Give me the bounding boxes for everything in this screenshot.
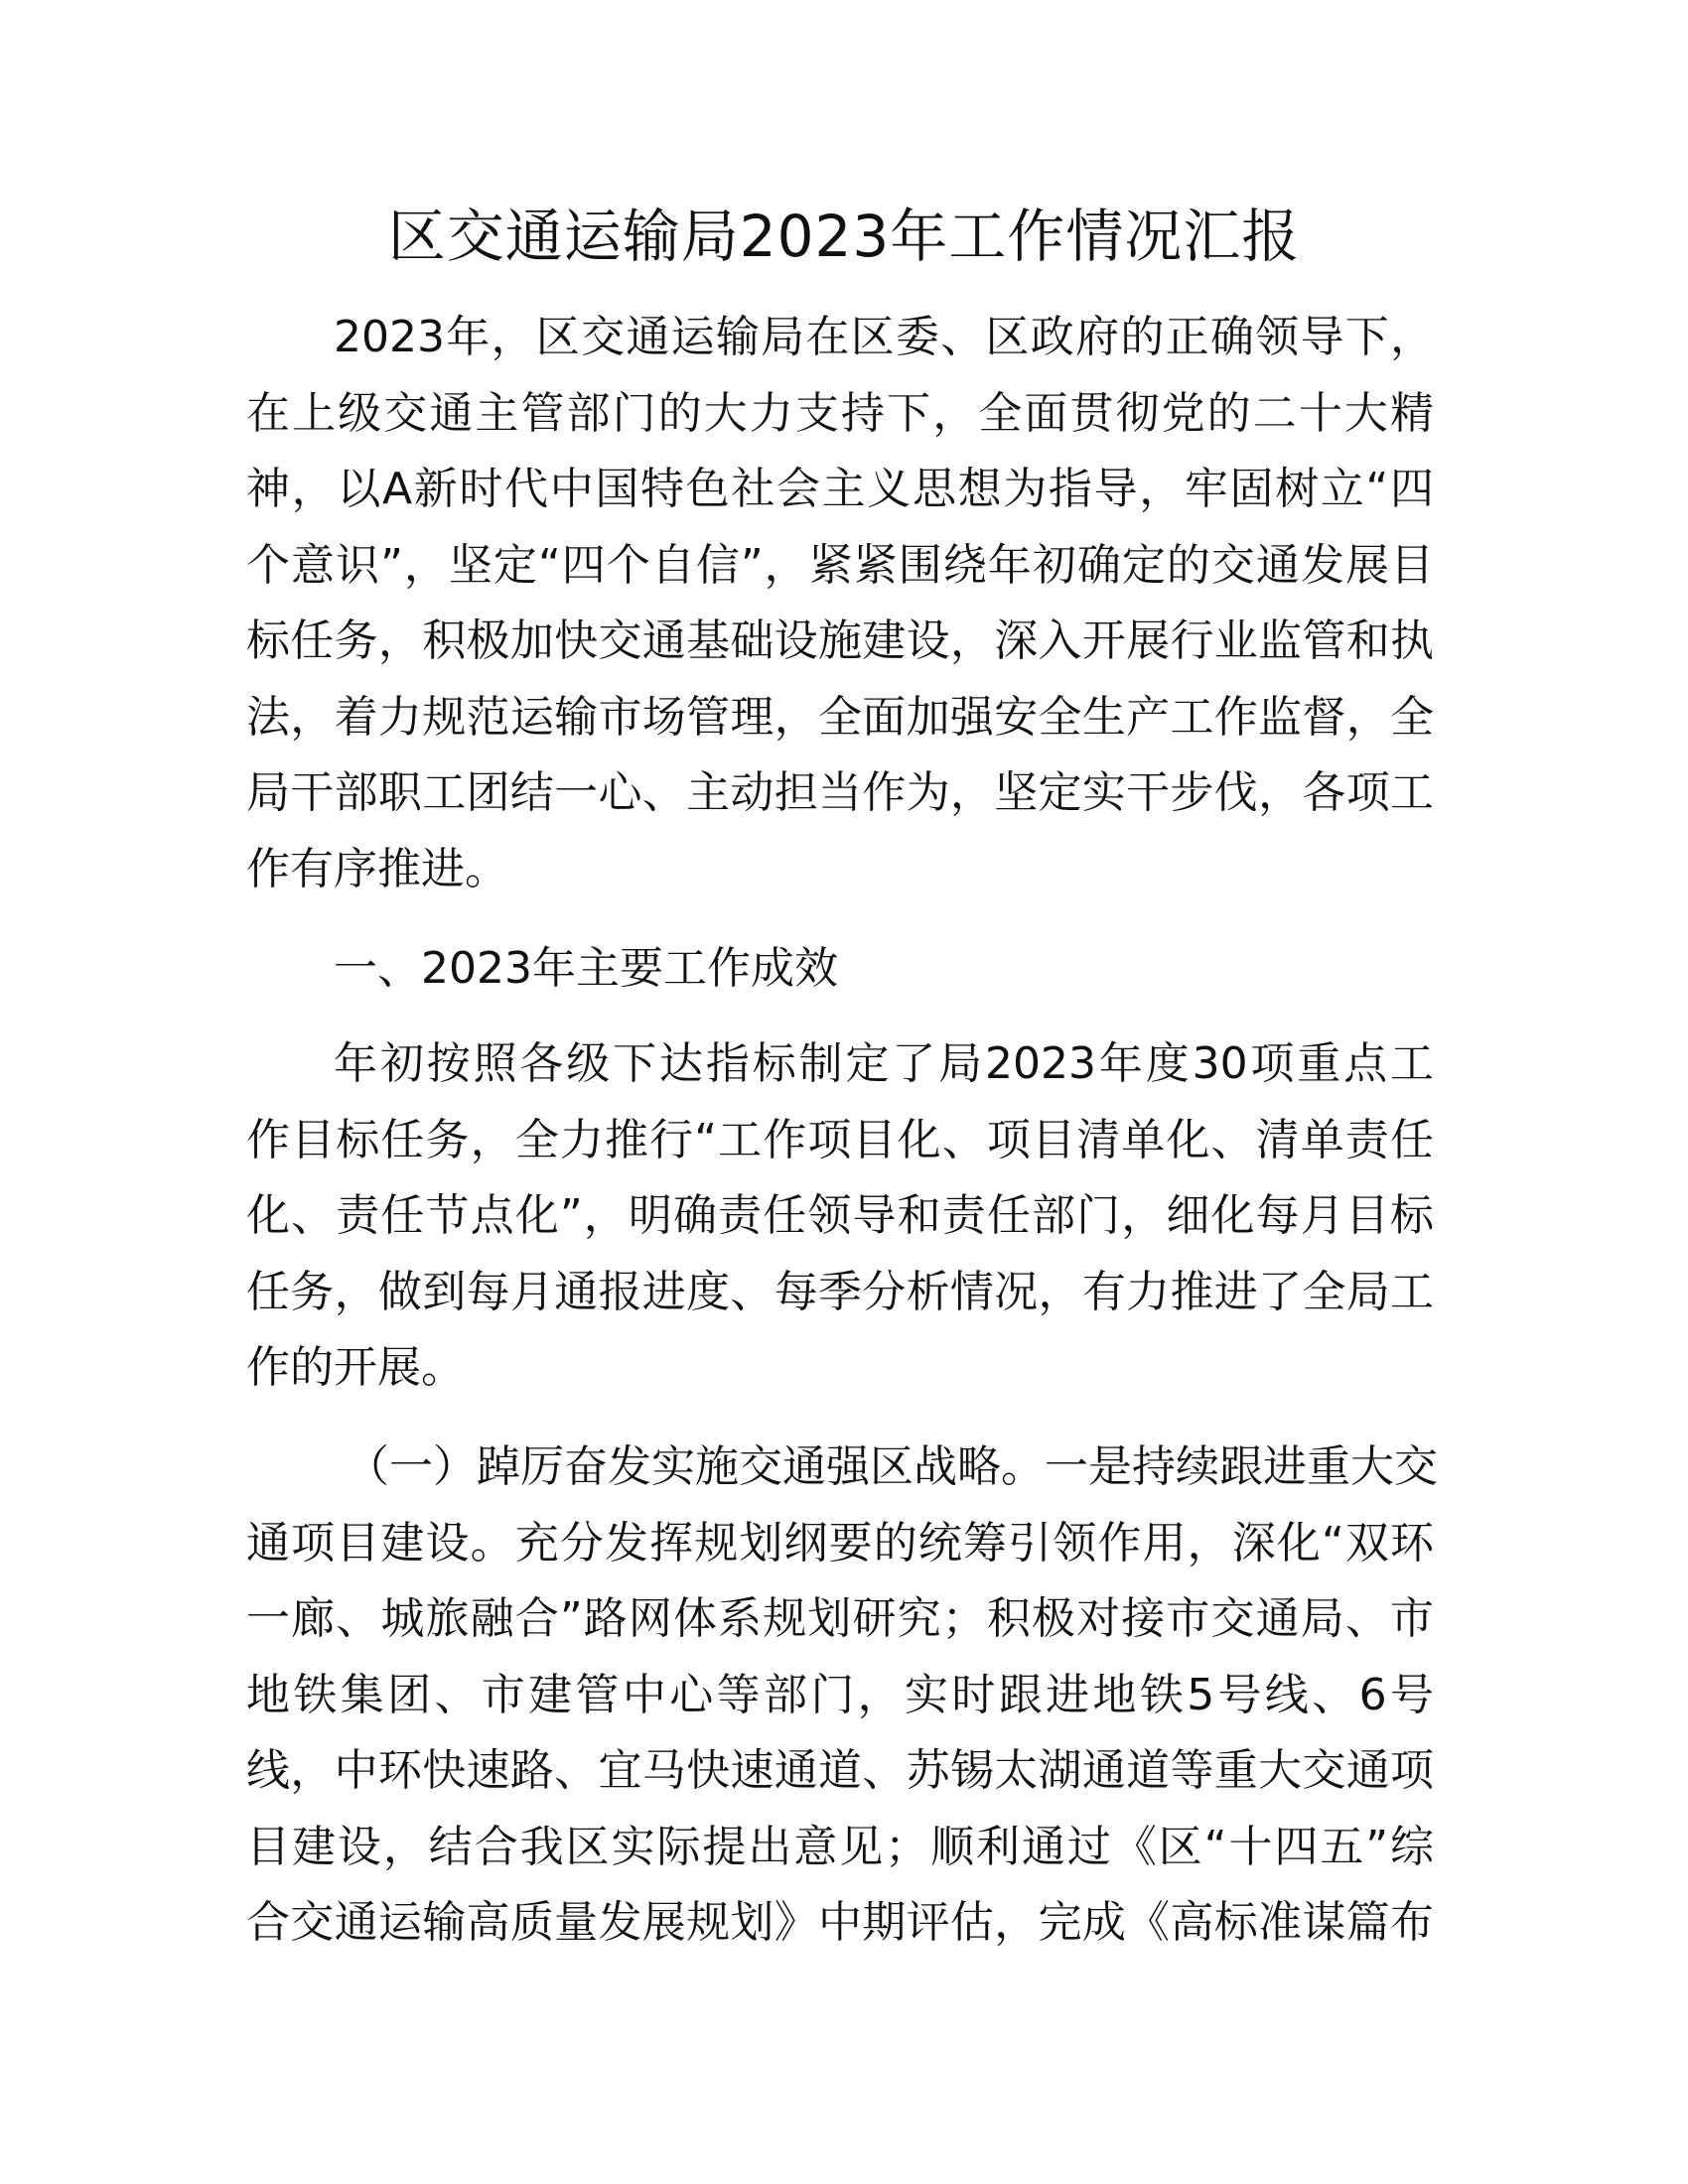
paragraph-line: 作目标任务，全力推行“工作项目化、项目清单化、清单责任 bbox=[246, 1114, 1434, 1165]
paragraph-targets bbox=[246, 1026, 1434, 1407]
paragraph-line: 作的开展。 bbox=[246, 1342, 465, 1393]
paragraph-line: 2023年，区交通运输局在区委、区政府的正确领导下， bbox=[334, 312, 1434, 362]
paragraph-intro bbox=[246, 300, 1434, 907]
paragraph-strategy bbox=[246, 1430, 1438, 1962]
section-heading bbox=[246, 931, 1434, 1008]
paragraph-line: 化、责任节点化”，明确责任领导和责任部门，细化每月目标 bbox=[246, 1190, 1434, 1241]
paragraph-line: 合交通运输高质量发展规划》中期评估，完成《高标准谋篇布 bbox=[246, 1897, 1434, 1948]
paragraph-line: 通项目建设。充分发挥规划纲要的统筹引领作用，深化“双环 bbox=[246, 1517, 1434, 1569]
paragraph-line: 年初按照各级下达指标制定了局2023年度30项重点工 bbox=[334, 1038, 1434, 1089]
paragraph-line: 局干部职工团结一心、主动担当作为，坚定实干步伐，各项工 bbox=[246, 767, 1434, 818]
paragraph-line: 个意识”，坚定“四个自信”，紧紧围绕年初确定的交通发展目 bbox=[246, 539, 1434, 591]
paragraph-line: 作有序推进。 bbox=[246, 843, 508, 894]
paragraph-line: 任务，做到每月通报进度、每季分析情况，有力推进了全局工 bbox=[246, 1266, 1434, 1317]
paragraph-line: 法，着力规范运输市场管理，全面加强安全生产工作监督，全 bbox=[246, 691, 1434, 743]
paragraph-line: 标任务，积极加快交通基础设施建设，深入开展行业监管和执 bbox=[246, 615, 1434, 666]
paragraph-line: 线，中环快速路、宜马快速通道、苏锡太湖通道等重大交通项 bbox=[246, 1745, 1434, 1796]
section-heading-text: 一、2023年主要工作成效 bbox=[334, 943, 838, 994]
paragraph-line: 神，以A新时代中国特色社会主义思想为指导，牢固树立“四 bbox=[246, 464, 1434, 514]
paragraph-line: 在上级交通主管部门的大力支持下，全面贯彻党的二十大精 bbox=[246, 387, 1434, 439]
paragraph-line: 目建设，结合我区实际提出意见；顺利通过《区“十四五”综 bbox=[246, 1821, 1434, 1872]
document-title: 区交通运输局2023年工作情况汇报 bbox=[387, 203, 1301, 270]
paragraph-line: 地铁集团、市建管中心等部门，实时跟进地铁5号线、6号 bbox=[246, 1669, 1434, 1720]
paragraph-line: （一）踔厉奋发实施交通强区战略。一是持续跟进重大交 bbox=[346, 1441, 1438, 1492]
paragraph-line: 一廊、城旅融合”路网体系规划研究；积极对接市交通局、市 bbox=[246, 1593, 1434, 1644]
